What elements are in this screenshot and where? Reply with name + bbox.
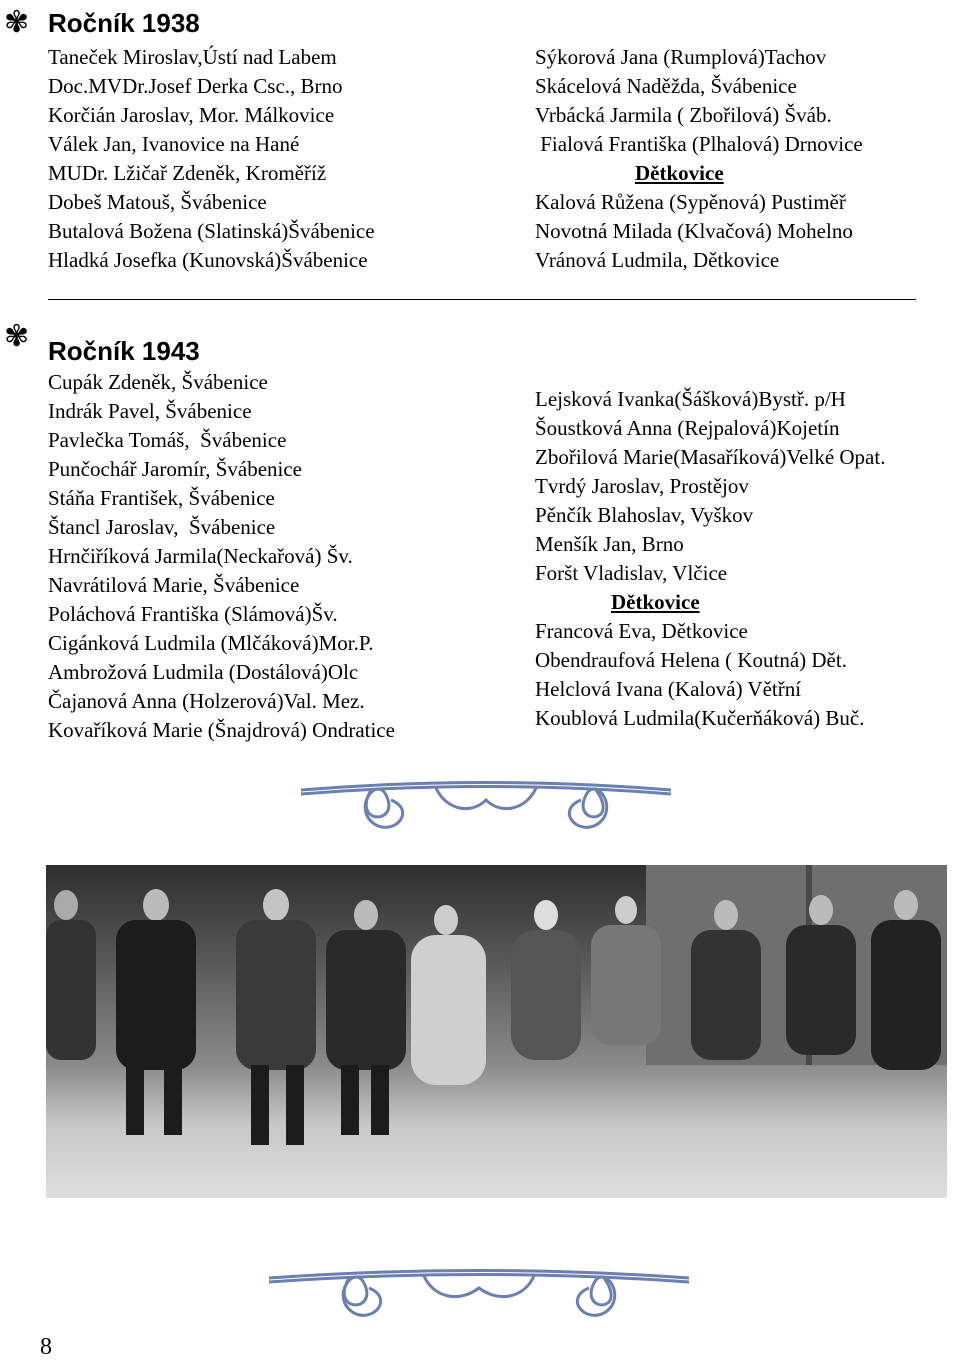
list-item: Helclová Ivana (Kalová) Větřní [535,677,802,701]
list-item: Zbořilová Marie(Masaříková)Velké Opat. [535,445,886,469]
list-item: Cigánková Ludmila (Mlčáková)Mor.P. [48,631,374,655]
list-item: Navrátilová Marie, Švábenice [48,573,300,597]
list-item: Štancl Jaroslav, Švábenice [48,515,276,539]
section-title-1938: Ročník 1938 [48,8,200,38]
page-number: 8 [40,1334,52,1360]
list-item: Koublová Ludmila(Kučerňáková) Buč. [535,706,865,730]
subheading-detkovice: Dětkovice [635,161,724,185]
list-item: MUDr. Lžičař Zdeněk, Kroměříž [48,161,327,185]
list-item: Doc.MVDr.Josef Derka Csc., Brno [48,74,343,98]
list-item: Válek Jan, Ivanovice na Hané [48,132,300,156]
section-title-1943: Ročník 1943 [48,336,200,366]
list-item: Obendraufová Helena ( Koutná) Dět. [535,648,847,672]
list-item: Pavlečka Tomáš, Švábenice [48,428,287,452]
group-photo [46,865,947,1198]
ornament-divider-bottom [264,1258,694,1324]
list-item: Hladká Josefka (Kunovská)Švábenice [48,248,368,272]
subheading-detkovice: Dětkovice [611,590,700,614]
list-item: Menšík Jan, Brno [535,532,684,556]
list-item: Novotná Milada (Klvačová) Mohelno [535,219,853,243]
list-item: Dobeš Matouš, Švábenice [48,190,267,214]
list-item: Foršt Vladislav, Vlčice [535,561,728,585]
list-item: Kalová Růžena (Sypěnová) Pustiměř [535,190,846,214]
list-item: Poláchová Františka (Slámová)Šv. [48,602,338,626]
list-item: Sýkorová Jana (Rumplová)Tachov [535,45,827,69]
list-item: Vránová Ludmila, Dětkovice [535,248,780,272]
list-1943-right [535,385,885,733]
list-item: Tvrdý Jaroslav, Prostějov [535,474,749,498]
list-item: Kovaříková Marie (Šnajdrová) Ondratice [48,718,395,742]
list-item: Korčián Jaroslav, Mor. Málkovice [48,103,335,127]
list-item: Ambrožová Ludmila (Dostálová)Olc [48,660,359,684]
section-divider [48,299,916,300]
list-item: Stáňa František, Švábenice [48,486,275,510]
list-item: Cupák Zdeněk, Švábenice [48,370,268,394]
list-item: Šoustková Anna (Rejpalová)Kojetín [535,416,840,440]
list-item: Taneček Miroslav,Ústí nad Labem [48,45,337,69]
flower-icon: ✾ [4,320,30,353]
flower-icon: ✾ [4,6,30,39]
list-item: Čajanová Anna (Holzerová)Val. Mez. [48,689,365,713]
ornament-divider-top [296,770,676,836]
list-item: Hrnčiříková Jarmila(Neckařová) Šv. [48,544,353,568]
list-item: Pěnčík Blahoslav, Vyškov [535,503,754,527]
list-1938-right [535,43,863,275]
list-item: Indrák Pavel, Švábenice [48,399,252,423]
list-1943-left [48,368,395,745]
list-item: Lejsková Ivanka(Šášková)Bystř. p/H [535,387,846,411]
list-item: Francová Eva, Dětkovice [535,619,748,643]
list-item: Punčochář Jaromír, Švábenice [48,457,302,481]
list-item: Butalová Božena (Slatinská)Švábenice [48,219,375,243]
list-item: Vrbácká Jarmila ( Zbořilová) Šváb. [535,103,832,127]
list-item: Fialová Františka (Plhalová) Drnovice [535,132,863,156]
list-1938-left [48,43,375,275]
list-item: Skácelová Naděžda, Švábenice [535,74,797,98]
